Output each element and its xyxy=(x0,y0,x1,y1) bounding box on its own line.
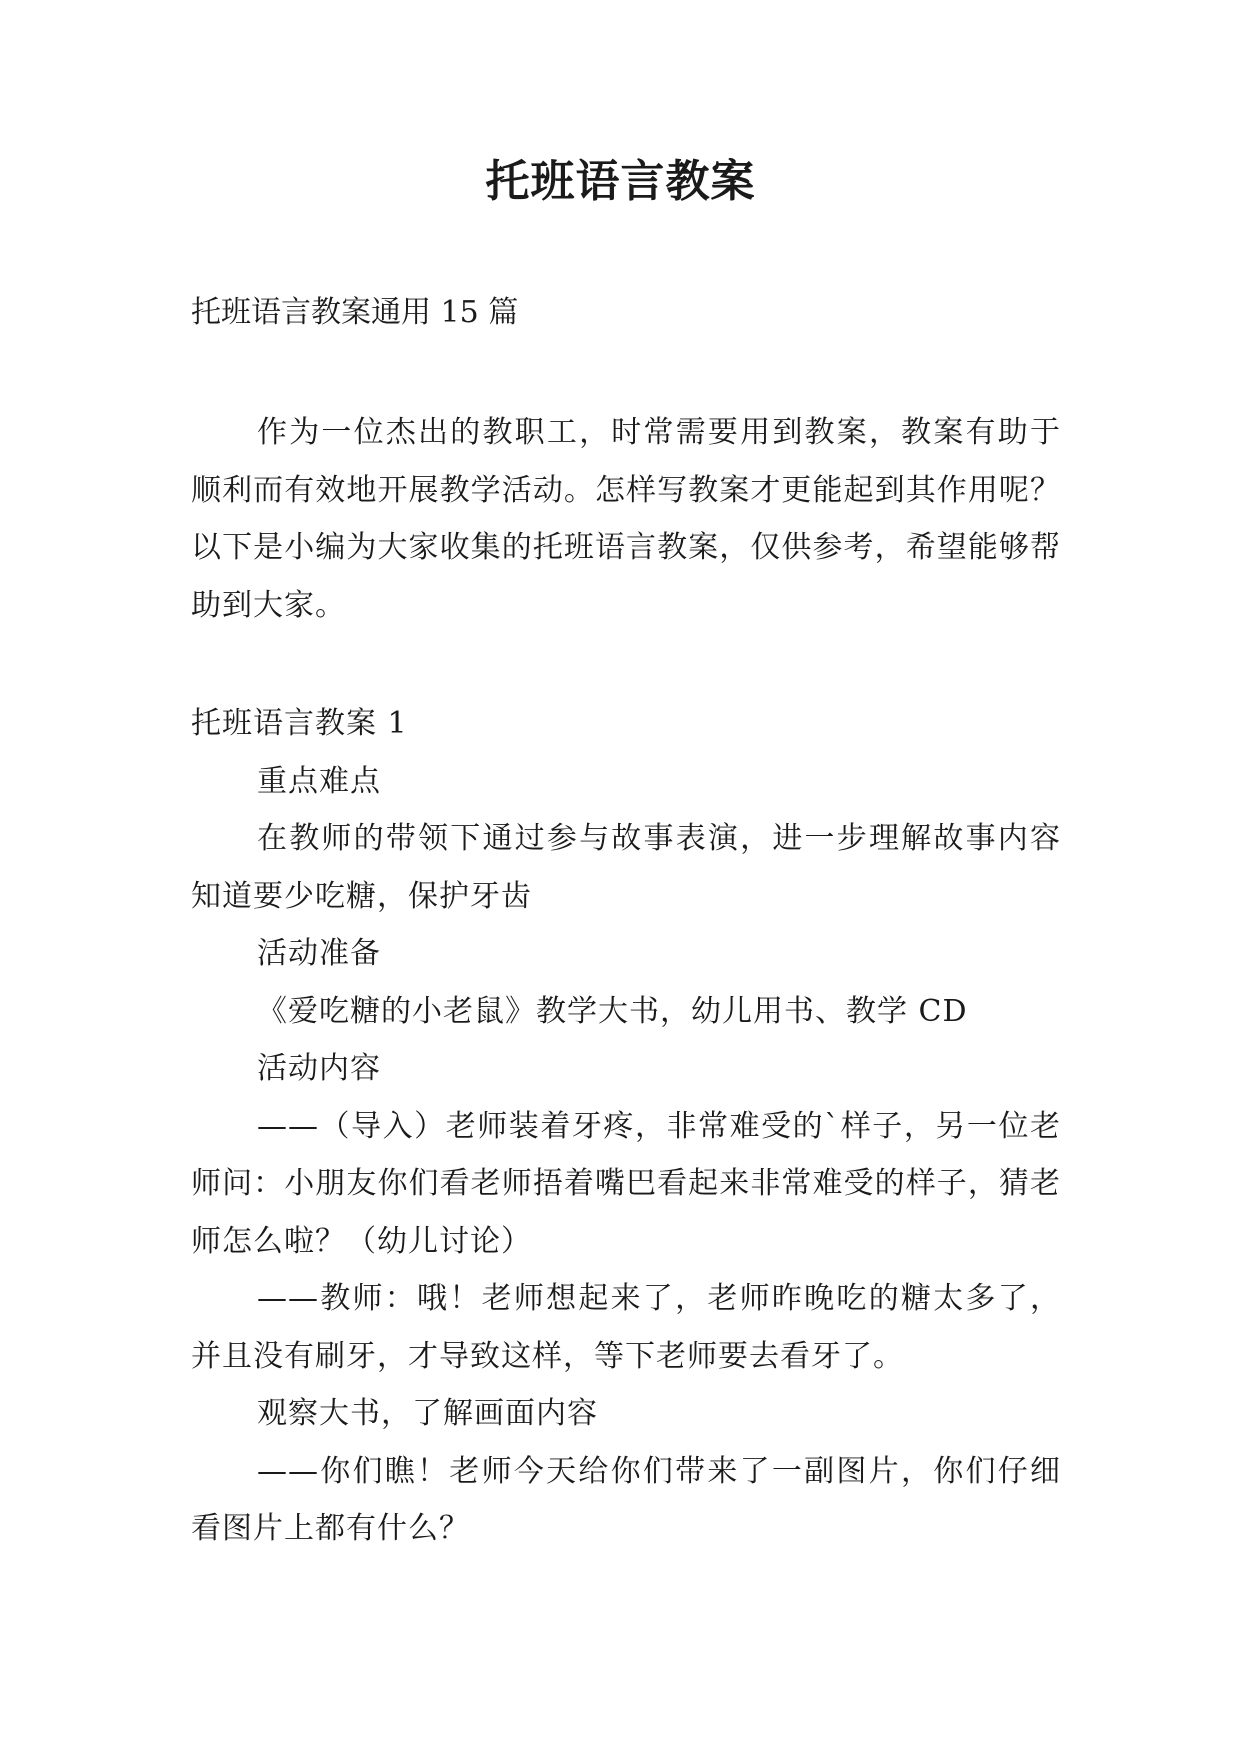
section-heading: 托班语言教案 1 xyxy=(191,706,408,741)
paragraph-teacher-speech: ——教师：哦！老师想起来了，老师昨晚吃的糖太多了，并且没有刷牙，才导致这样，等下老师要去看牙了。 xyxy=(191,1281,1061,1374)
paragraph-introduction: ——（导入）老师装着牙疼，非常难受的`样子，另一位老师问：小朋友你们看老师捂着嘴巴看起来非常难受的样子，猜老师怎么啦？（幼儿讨论） xyxy=(191,1108,1061,1259)
paragraph-key-points: 在教师的带领下通过参与故事表演，进一步理解故事内容 知道要少吃糖，保护牙齿 xyxy=(191,821,1061,914)
paragraph-preparation: 《爱吃糖的小老鼠》教学大书，幼儿用书、教学 CD xyxy=(257,993,968,1029)
intro-paragraph: 作为一位杰出的教职工，时常需要用到教案，教案有助于顺利而有效地开展教学活动。怎样写教案才更能起到其作用呢？以下是小编为大家收集的托班语言教案，仅供参考，希望能够帮助到大家。 xyxy=(191,415,1061,623)
document-subtitle: 托班语言教案通用 15 篇 xyxy=(191,295,519,330)
paragraph-observe-picture: ——你们瞧！老师今天给你们带来了一副图片，你们仔细看图片上都有什么？ xyxy=(191,1453,1061,1546)
subheading-observe-book: 观察大书，了解画面内容 xyxy=(257,1396,598,1431)
subheading-content: 活动内容 xyxy=(257,1051,381,1086)
subheading-key-points: 重点难点 xyxy=(257,763,381,799)
document-title: 托班语言教案 xyxy=(485,156,756,207)
lesson-body xyxy=(191,695,1061,1558)
subheading-preparation: 活动准备 xyxy=(257,936,381,971)
